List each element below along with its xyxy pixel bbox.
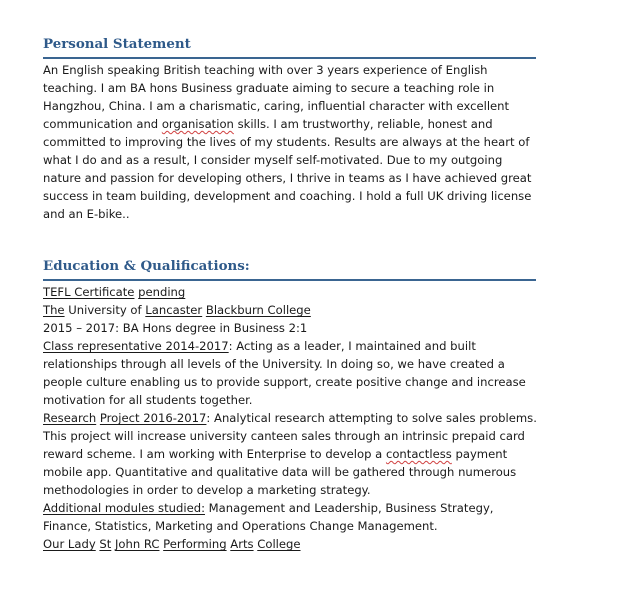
- ps-line-9: and an E-bike..: [43, 207, 130, 221]
- ps-line-5: committed to improving the lives of my students. Results are always at the heart of: [43, 135, 530, 149]
- ps-text: skills. I am trustworthy, reliable, honest and: [233, 117, 493, 131]
- uni-blackburn: Blackburn College: [205, 303, 311, 317]
- project-label: Project 2016-2017: [99, 411, 207, 425]
- research-text: payment: [451, 447, 508, 461]
- school-college: College: [257, 537, 301, 551]
- degree-line: 2015 – 2017: BA Hons degree in Business 2:1: [43, 321, 308, 335]
- school-st: St: [99, 537, 112, 551]
- modules-line: [43, 499, 536, 517]
- research-line-4: mobile app. Quantitative and qualitative data will be gathered through numerous: [43, 465, 517, 479]
- uni-the: The: [43, 303, 65, 317]
- ps-text: communication and: [43, 117, 162, 131]
- ps-line-8: success in team building, development and coaching. I hold a full UK driving license: [43, 189, 532, 203]
- class-rep-line-2: relationships through all levels of the University. In doing so, we have created a: [43, 357, 505, 371]
- tefl-line: [43, 283, 536, 301]
- modules-line-2: Finance, Statistics, Marketing and Operations Change Management.: [43, 519, 438, 533]
- school-our-lady: Our Lady: [43, 537, 96, 551]
- uni-mid: University of: [64, 303, 146, 317]
- ps-line-4: [43, 115, 536, 133]
- tefl-certificate: TEFL Certificate: [43, 285, 135, 299]
- research-line: [43, 409, 536, 427]
- class-rep-line: [43, 337, 536, 355]
- school-performing: Performing: [163, 537, 227, 551]
- uni-lancaster: Lancaster: [145, 303, 203, 317]
- research-line-3: [43, 445, 536, 463]
- research-text: reward scheme. I am working with Enterprise to develop a: [43, 447, 386, 461]
- class-rep-line-4: motivation for all students together.: [43, 393, 253, 407]
- ps-line-1: An English speaking British teaching with over 3 years experience of English: [43, 63, 488, 77]
- university-line: [43, 301, 536, 319]
- personal-statement-body: [43, 61, 536, 223]
- class-rep-text: : Acting as a leader, I maintained and built: [228, 339, 476, 353]
- modules-text: Management and Leadership, Business Strategy,: [204, 501, 494, 515]
- ps-line-2: teaching. I am BA hons Business graduate aiming to secure a teaching role in: [43, 81, 495, 95]
- modules-label: Additional modules studied:: [43, 501, 205, 515]
- ps-line-7: nature and passion for developing others, I thrive in teams as I have achieved great: [43, 171, 532, 185]
- school-john-rc: John RC: [115, 537, 160, 551]
- research-text: : Analytical research attempting to solve sales problems.: [206, 411, 537, 425]
- class-rep-label: Class representative 2014-2017: [43, 339, 229, 353]
- school-arts: Arts: [230, 537, 254, 551]
- research-line-2: This project will increase university canteen sales through an intrinsic prepaid card: [43, 429, 525, 443]
- education-body: [43, 283, 536, 553]
- spellcheck-word[interactable]: contactless: [385, 447, 452, 461]
- ps-line-6: what I do and as a result, I consider myself self-motivated. Due to my outgoing: [43, 153, 503, 167]
- personal-statement-heading: Personal Statement: [43, 35, 536, 59]
- education-heading: Education & Qualifications:: [43, 257, 536, 281]
- class-rep-line-3: people culture enabling us to provide support, create positive change and increase: [43, 375, 526, 389]
- school-line: [43, 535, 536, 553]
- tefl-pending: pending: [138, 285, 186, 299]
- research-line-5: methodologies in order to develop a marketing strategy.: [43, 483, 371, 497]
- ps-line-3: Hangzhou, China. I am a charismatic, caring, influential character with excellent: [43, 99, 510, 113]
- research-label: Research: [43, 411, 97, 425]
- spellcheck-word[interactable]: organisation: [161, 117, 234, 131]
